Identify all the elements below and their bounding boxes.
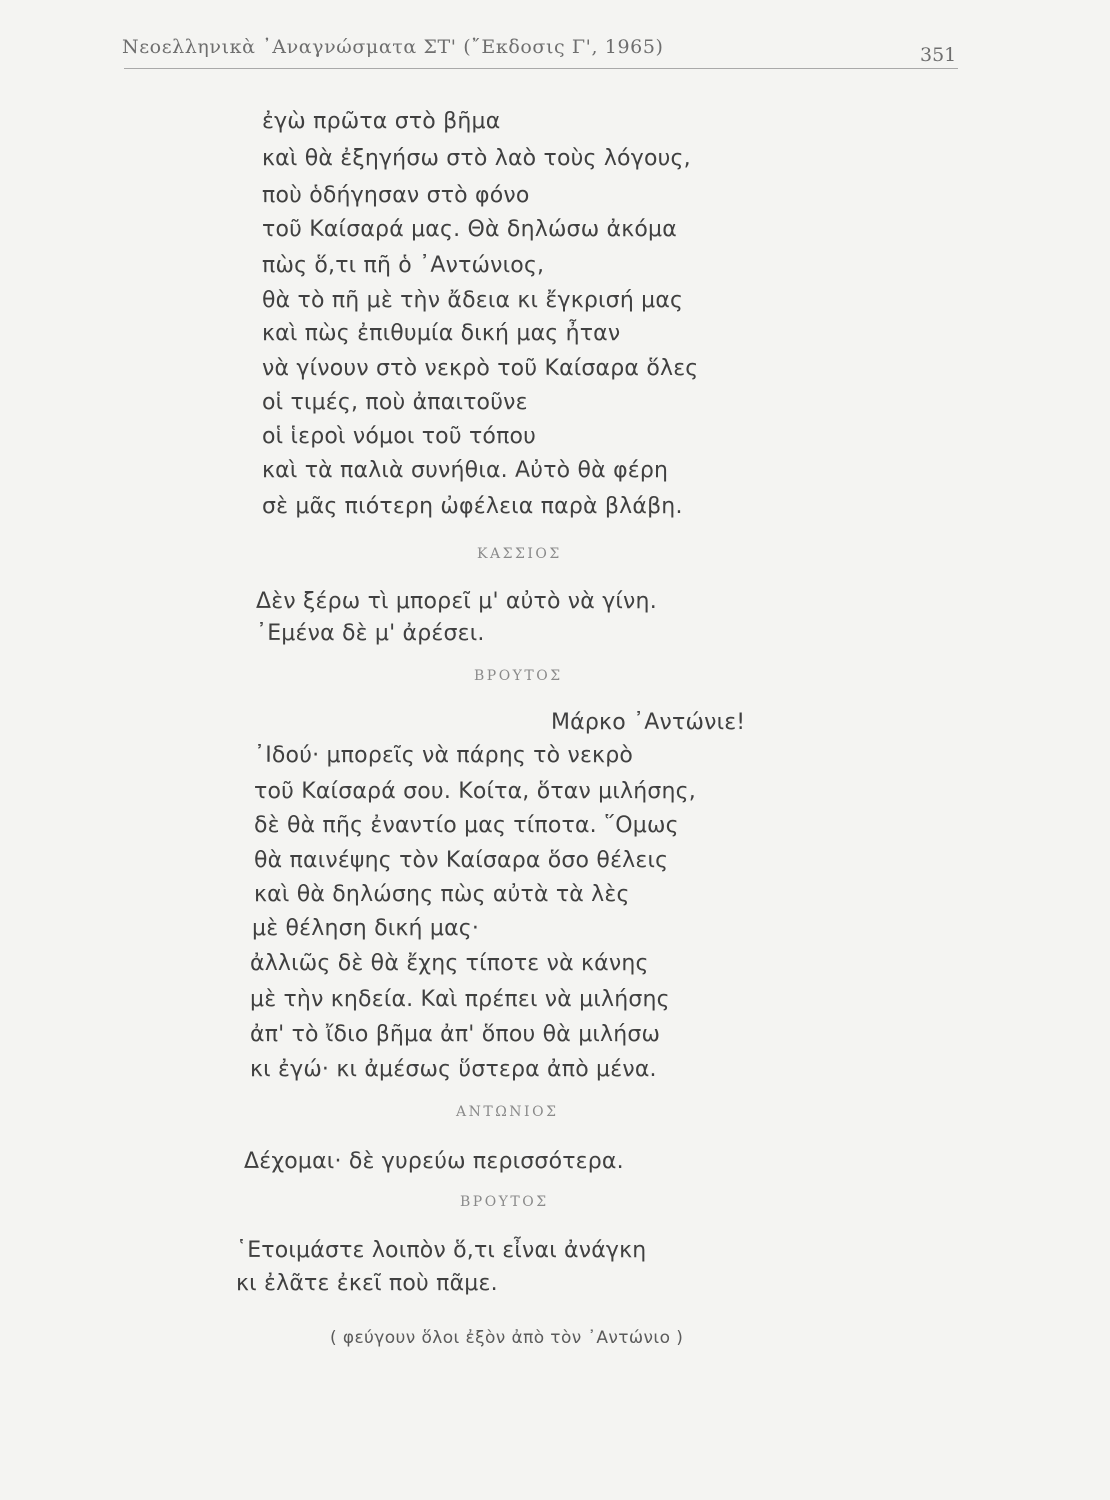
verse-line: ᾿Ιδού· μπορεῖς νὰ πάρης τὸ νεκρὸ: [254, 743, 634, 768]
speaker-name: ΑΝΤΩΝΙΟΣ: [456, 1104, 559, 1120]
verse-line: ποὺ ὁδήγησαν στὸ φόνο: [262, 183, 530, 208]
verse-line: μὲ θέληση δική μας·: [252, 916, 480, 941]
verse-line: μὲ τὴν κηδεία. Καὶ πρέπει νὰ μιλήσης: [250, 987, 670, 1012]
verse-line: θὰ τὸ πῆ μὲ τὴν ἄδεια κι ἔγκρισή μας: [262, 288, 684, 313]
speaker-name: ΒΡΟΥΤΟΣ: [474, 668, 563, 684]
verse-line: καὶ πὼς ἐπιθυμία δική μας ἦταν: [262, 321, 621, 346]
verse-line: κι ἐλᾶτε ἐκεῖ ποὺ πᾶμε.: [236, 1271, 498, 1296]
page-number: 351: [920, 44, 957, 66]
stage-direction: ( φεύγουν ὅλοι ἐξὸν ἀπὸ τὸν ᾿Αντώνιο ): [330, 1328, 684, 1348]
verse-line: Δέχομαι· δὲ γυρεύω περισσότερα.: [244, 1149, 624, 1174]
verse-line: πὼς ὅ,τι πῆ ὁ ᾿Αντώνιος,: [262, 253, 545, 278]
running-title: Νεοελληνικὰ ᾿Αναγνώσματα ΣΤ' (῎Εκδοσις Γ', 1965): [122, 36, 664, 58]
verse-line: κι ἐγώ· κι ἀμέσως ὕστερα ἀπὸ μένα.: [250, 1057, 657, 1082]
speaker-name: ΚΑΣΣΙΟΣ: [477, 546, 562, 562]
verse-line: καὶ τὰ παλιὰ συνήθια. Αὐτὸ θὰ φέρη: [262, 458, 669, 483]
verse-line: θὰ παινέψης τὸν Καίσαρα ὅσο θέλεις: [254, 848, 669, 873]
verse-line: ἀπ' τὸ ἴδιο βῆμα ἀπ' ὅπου θὰ μιλήσω: [250, 1022, 661, 1047]
verse-line: ἐγὼ πρῶτα στὸ βῆμα: [262, 109, 501, 134]
verse-line: ᾿Εμένα δὲ μ' ἀρέσει.: [256, 621, 485, 646]
verse-line: ῾Ετοιμάστε λοιπὸν ὅ,τι εἶναι ἀνάγκη: [236, 1238, 647, 1263]
verse-line: τοῦ Καίσαρά σου. Κοίτα, ὅταν μιλήσης,: [254, 779, 696, 804]
verse-line: καὶ θὰ ἐξηγήσω στὸ λαὸ τοὺς λόγους,: [262, 146, 691, 171]
verse-line: οἱ ἱεροὶ νόμοι τοῦ τόπου: [262, 424, 537, 449]
verse-line: δὲ θὰ πῆς ἐναντίο μας τίποτα. ῞Ομως: [254, 813, 679, 838]
verse-line: ἀλλιῶς δὲ θὰ ἔχης τίποτε νὰ κάνης: [250, 951, 649, 976]
verse-line: Δὲν ξέρω τὶ μπορεῖ μ' αὐτὸ νὰ γίνη.: [256, 589, 657, 614]
verse-line: τοῦ Καίσαρά μας. Θὰ δηλώσω ἀκόμα: [262, 217, 677, 242]
verse-line: οἱ τιμές, ποὺ ἀπαιτοῦνε: [262, 390, 528, 415]
verse-line: νὰ γίνουν στὸ νεκρὸ τοῦ Καίσαρα ὅλες: [262, 356, 699, 381]
verse-line: σὲ μᾶς πιότερη ὠφέλεια παρὰ βλάβη.: [262, 494, 683, 519]
verse-line: Μάρκο ᾿Αντώνιε!: [551, 710, 746, 735]
verse-line: καὶ θὰ δηλώσης πὼς αὐτὰ τὰ λὲς: [254, 882, 630, 907]
speaker-name: ΒΡΟΥΤΟΣ: [460, 1194, 549, 1210]
header-rule: [124, 68, 958, 69]
